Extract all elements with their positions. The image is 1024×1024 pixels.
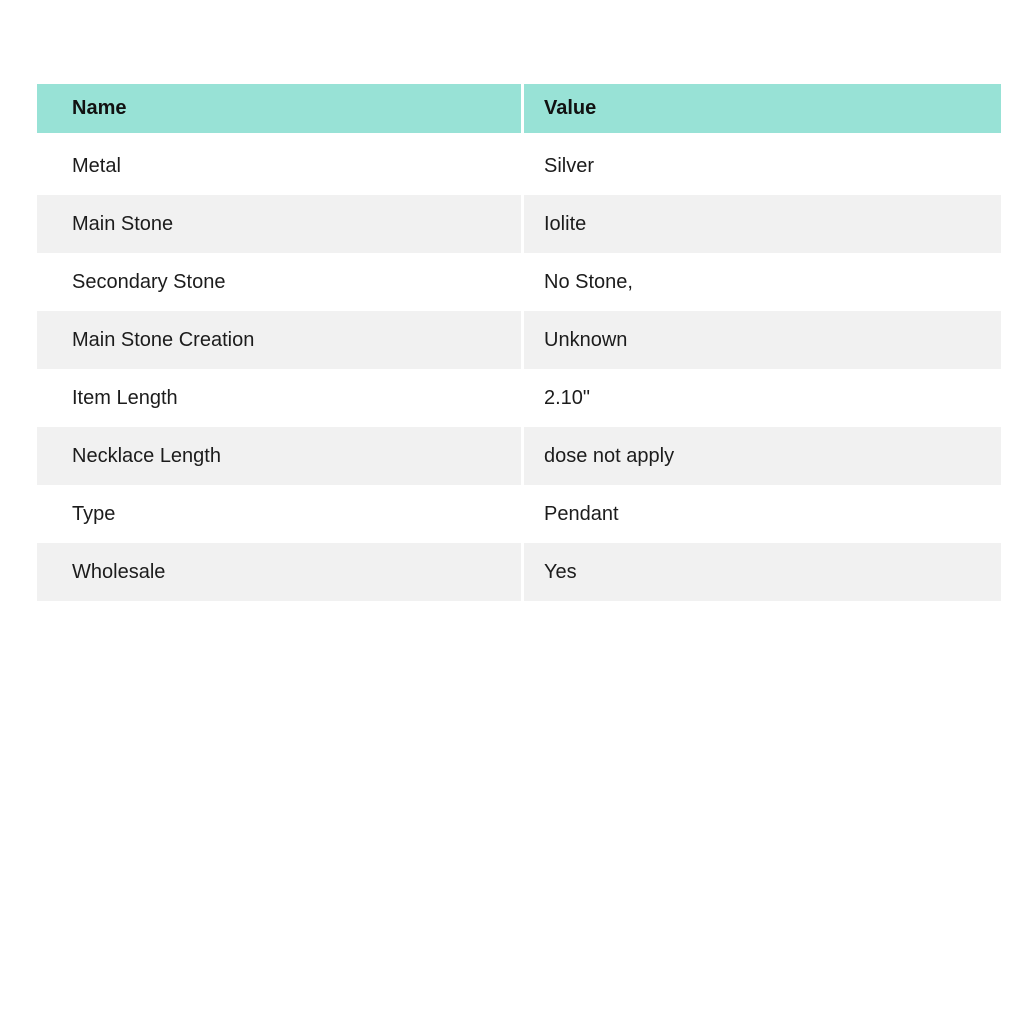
attribute-name-cell: Wholesale (37, 543, 524, 601)
attribute-value-cell: 2.10" (544, 386, 591, 409)
column-header-value: Value (544, 97, 597, 119)
product-attributes-table (37, 84, 1001, 601)
attribute-value-cell: Iolite (544, 212, 587, 235)
attribute-value-cell: dose not apply (544, 444, 675, 467)
attribute-value-cell: Unknown (544, 328, 628, 351)
table-row (37, 253, 1001, 311)
table-body (37, 137, 1001, 601)
table-row (37, 311, 1001, 369)
attribute-name-cell: Metal (37, 137, 524, 195)
column-header-name: Name (37, 84, 524, 133)
attribute-name-cell: Secondary Stone (37, 253, 524, 311)
table-row (37, 485, 1001, 543)
attribute-value-cell: Pendant (544, 502, 619, 525)
attribute-name-cell: Item Length (37, 369, 524, 427)
attribute-value-cell: No Stone, (544, 270, 633, 293)
table-row (37, 427, 1001, 485)
table-header-row (37, 84, 1001, 133)
table-row (37, 543, 1001, 601)
attribute-value-cell: Silver (544, 154, 595, 177)
attribute-name-cell: Main Stone Creation (37, 311, 524, 369)
table-row (37, 195, 1001, 253)
attribute-name-cell: Type (37, 485, 524, 543)
attribute-name-cell: Main Stone (37, 195, 524, 253)
attribute-value-cell: Yes (544, 560, 577, 583)
table-row (37, 137, 1001, 195)
table-row (37, 369, 1001, 427)
attribute-name-cell: Necklace Length (37, 427, 524, 485)
